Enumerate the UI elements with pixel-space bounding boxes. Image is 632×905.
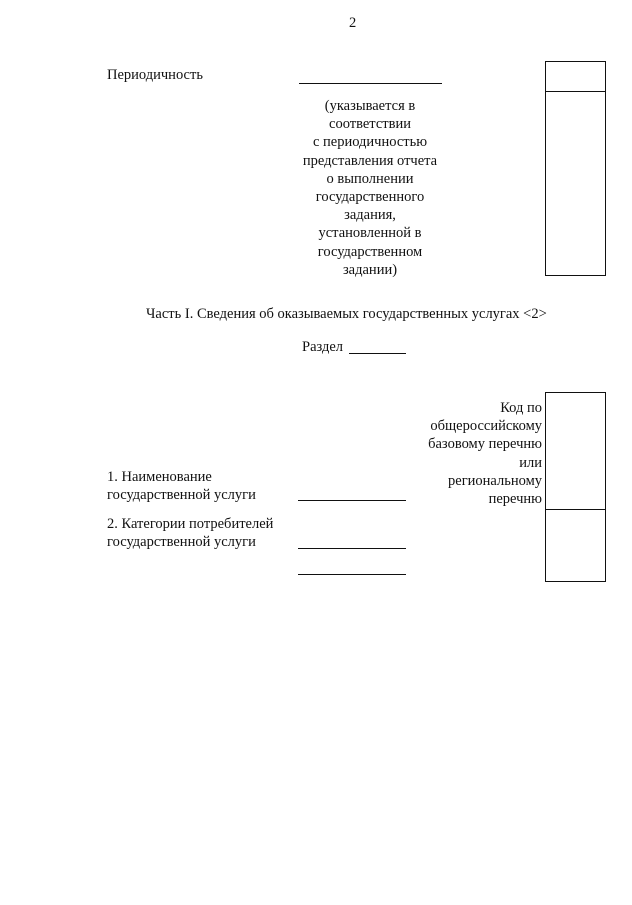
note-line: государственном	[317, 243, 423, 260]
item1-label	[107, 468, 256, 504]
section-field-line[interactable]	[349, 353, 406, 354]
code-label-line: Код по	[500, 400, 542, 416]
note-line: установленной в	[318, 225, 422, 242]
periodicity-code-divider	[546, 91, 605, 92]
section-label: Раздел	[302, 339, 344, 355]
code-label-line: или	[519, 454, 542, 471]
note-line: задания,	[344, 207, 396, 224]
item1-field-line[interactable]	[298, 500, 406, 501]
part-heading: Часть I. Сведения об оказываемых государственных услугах <2>	[146, 306, 547, 322]
code-label-line: перечню	[488, 491, 542, 508]
code-label-line: базовому перечню	[428, 436, 542, 453]
note-line: представления отчета	[302, 152, 438, 169]
periodicity-code-box	[545, 61, 606, 276]
code-box	[545, 392, 606, 582]
periodicity-label: Периодичность	[107, 67, 203, 83]
note-line: задании)	[342, 261, 398, 278]
item2-label	[107, 515, 273, 551]
periodicity-note	[285, 97, 455, 279]
item2-field-line[interactable]	[298, 548, 406, 549]
code-box-divider	[546, 509, 605, 510]
code-label-line: общероссийскому	[430, 418, 542, 435]
note-line: (указывается в	[324, 98, 416, 114]
note-line: соответствии	[329, 116, 411, 133]
item1-line2: государственной услуги	[107, 487, 256, 504]
item2-line2: государственной услуги	[107, 534, 256, 551]
code-label-line: региональному	[448, 472, 542, 489]
item1-line1: 1. Наименование	[107, 469, 212, 485]
note-line: с периодичностью	[312, 134, 428, 151]
code-label	[400, 399, 542, 508]
item2-line1: 2. Категории потребителей	[107, 516, 274, 532]
note-line: о выполнении	[326, 170, 414, 187]
item2-field-line-extra[interactable]	[298, 574, 406, 575]
page-number: 2	[349, 15, 357, 31]
periodicity-field-line[interactable]	[299, 83, 442, 84]
note-line: государственного	[315, 189, 425, 206]
